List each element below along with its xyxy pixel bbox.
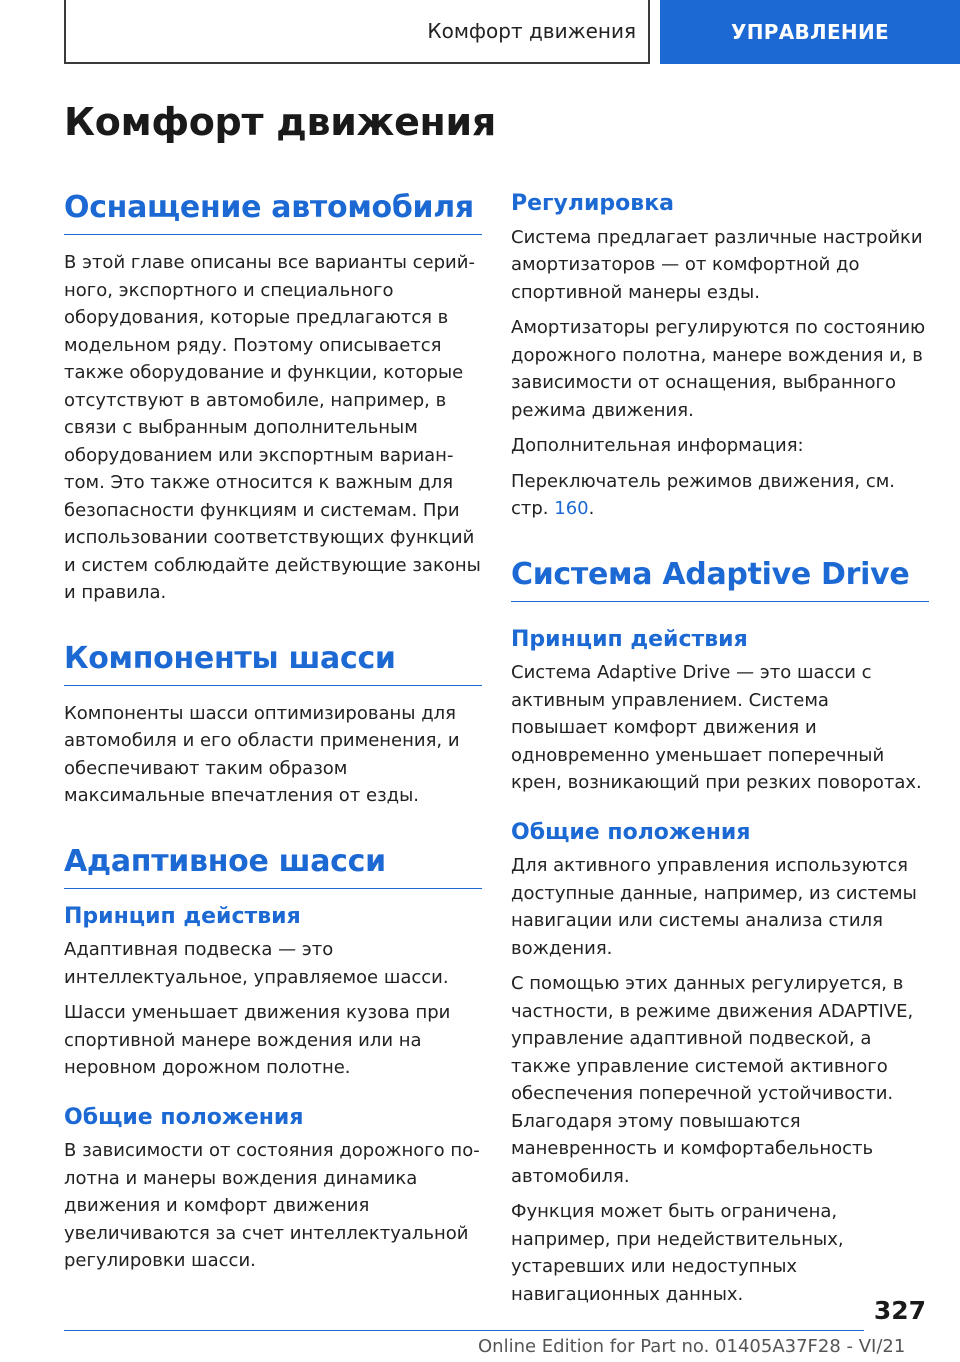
section-title-adaptive-drive: Система Adaptive Drive [511, 557, 929, 602]
paragraph: Система предлагает различные настройки амортизаторов — от комфортной до спортивной манеры езды. [511, 226, 923, 303]
subsection-title-general: Общие положения [511, 819, 751, 845]
footer-edition: Online Edition for Part no. 01405A37F28 - VI/21 [478, 1336, 906, 1357]
section-title-adaptive-chassis: Адаптивное шасси [64, 844, 482, 889]
paragraph-end: . [588, 498, 595, 519]
page-title: Комфорт движения [64, 100, 496, 144]
paragraph: С помощью этих данных регулируется, в частности, в режиме движения ADAPTIVE, управление адаптивной подвеской, а также управление системой активного обеспечения поперечной устойчивости. Благодаря этому повышаются маневренность и комфортабельность автомобиля. [511, 973, 914, 1187]
subsection-title-adjustment: Регулировка [511, 191, 674, 216]
header-section-label: УПРАВЛЕНИЕ [731, 20, 889, 44]
paragraph: Функция может быть ограничена, например, при недействительных, устаревших или недоступных навигационных данных. [511, 1201, 844, 1305]
paragraph-with-link [511, 468, 929, 523]
page-reference-link[interactable]: 160 [554, 498, 589, 519]
paragraph: Компоненты шасси оптимизированы для автомобиля и его области применения, и обеспечивают таким образом максимальные впечатления от езды. [64, 702, 460, 806]
section-title-equipment: Оснащение автомобиля [64, 190, 482, 235]
paragraph: В зависимости от состояния дорожного полотна и манеры вождения динамика движения и комфорт движения увеличиваются за счет интеллектуальной регулировки шасси. [64, 1140, 480, 1271]
paragraph: Система Adaptive Drive — это шасси с активным управлением. Система повышает комфорт движения и одновременно уменьшает поперечный крен, возникающий при резких поворотах. [511, 662, 922, 793]
section-title-chassis-components: Компоненты шасси [64, 641, 482, 686]
paragraph: В этой главе описаны все варианты серийного, экспортного и специального оборудования, которые предлагаются в модельном ряду. Поэтому описывается также оборудование и функции, которые отсутствуют в автомобиле, например, в связи с выбранным дополнительным оборудованием или экспортным вариантом. Это также относится к важным для безопасности функциям и системам. При использовании соответствующих функций и систем соблюдайте действующие законы и правила. [64, 252, 481, 603]
header-chapter-box [64, 0, 650, 64]
paragraph: Амортизаторы регулируются по состоянию дорожного полотна, манере вождения и, в зависимости от оснащения, выбранного режима движения. [511, 317, 926, 421]
left-column [64, 190, 482, 1283]
subsection-title-general: Общие положения [64, 1104, 304, 1130]
header-chapter: Комфорт движения [427, 19, 636, 43]
paragraph: Дополнительная информация: [511, 435, 804, 456]
right-column [511, 190, 929, 1316]
subsection-title-principle: Принцип действия [511, 626, 748, 652]
paragraph: Адаптивная подвеска — это интеллектуальное, управляемое шасси. [64, 939, 449, 988]
paragraph: Для активного управления используются доступные данные, например, из системы навигации или системы анализа стиля вождения. [511, 855, 917, 959]
paragraph: Шасси уменьшает движения кузова при спортивной манере вождения или на неровном дорожном полотне. [64, 1002, 451, 1078]
footer-divider [64, 1330, 864, 1331]
subsection-title-principle: Принцип действия [64, 903, 301, 929]
paragraph-text: Переключатель режимов движения, см. стр. [511, 470, 896, 519]
header-section-tab[interactable] [660, 0, 960, 64]
page-number: 327 [873, 1296, 926, 1325]
